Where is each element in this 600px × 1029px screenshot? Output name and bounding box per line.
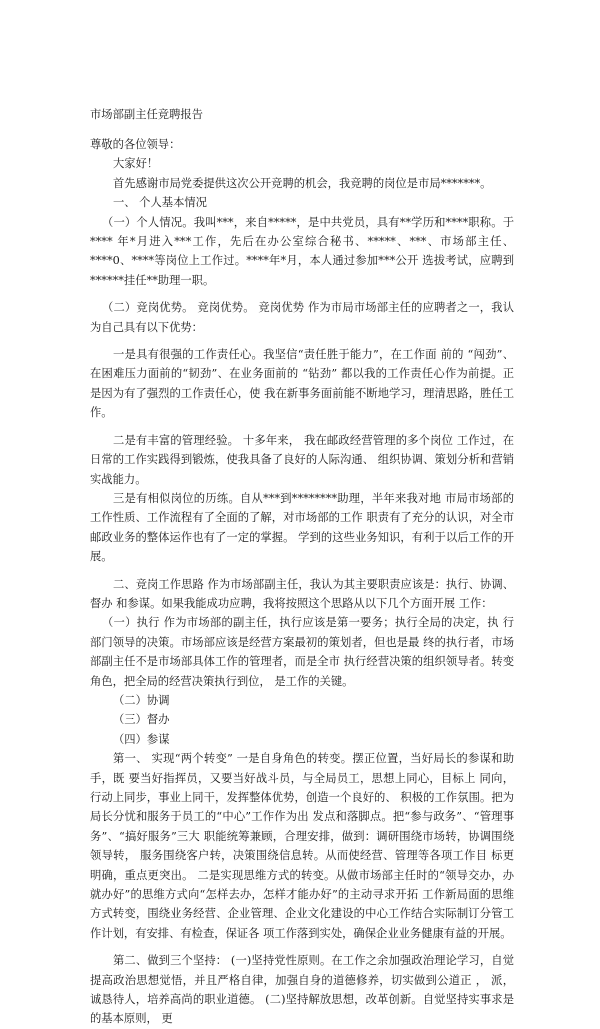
- document-body: [90, 135, 514, 1029]
- paragraph-similar-post: 三是有相似岗位的历练。自从***到********助理，半年来我对地 市局市场部的工作性质、工作流程有了全面的了解，对市场部的工作 职责有了充分的认识，对全市邮政业务的整体运作也有了一定的掌握。 学到的这些业务知识，有利于以后工作的开展。: [90, 491, 514, 564]
- paragraph-responsibility: 一是具有很强的工作责任心。我坚信“责任胜于能力”，在工作面 前的 “闯劲”、在困难压力面前的“韧劲”、在业务面前的 “钻劲” 都以我的工作责任心作为前提。正是因为有了强烈的工作责任心，使 我在新事务面前能不断地学习，理清思路，胜任工作。: [90, 348, 514, 420]
- greeting: 大家好！: [113, 157, 159, 171]
- document-title: 市场部副主任竞聘报告: [90, 108, 203, 121]
- section-heading-work-plan: 二、竞岗工作思路 作为市场部副主任，我认为其主要职责应该是：执行、协调、督办 和参谋。如果我能成功应聘，我将按照这个思路从以下几个方面开展 工作：: [90, 577, 514, 610]
- salutation: 尊敬的各位领导：: [90, 138, 181, 151]
- list-item-coordinate: （二）协调: [113, 693, 170, 707]
- paragraph-two-transformations: 第一、 实现“两个转变” 一是自身角色的转变。摆正位置，当好局长的参谋和助手，既 要当好指挥员，又要当好战斗员，与全局员工，思想上同心，目标上 同向，行动上同步，事业上同干，发挥整体优势，创造一个良好的、 积极的工作氛围。把为局长分忧和服务于员工的“中心”工作作为出 发点和落脚点。把“参与政务”、“管理事务”、“搞好服务”三大 职能统筹兼顾，合理安排，做到：调研围绕市场转，协调围绕领导转， 服务围绕客户转，决策围绕信息转。从而使经营、管理等各项工作目 标更明确，重点更突出。 二是实现思维方式的转变。从做市场部主任时的“领导交办，办 就办好”的思维方式向“怎样去办，怎样才能办好”的主动寻求开拓 工作新局面的思维方式转变，围绕业务经营、企业管理、企业文化建设的中心工作结合实际制订分管工作计划，有安排、有检查，保证各 项工作落到实处，确保企业业务健康有益的开展。: [90, 752, 514, 940]
- paragraph-execute: （一）执行 作为市场部的副主任，执行应该是第一要务；执行全局的决定，执 行部门领导的决策。市场部应该是经营方案最初的策划者，但也是最 终的执行者，市场部副主任不是市场部具体工作的管理者，而是全市 执行经营决策的组织领导者。转变角色，把全局的经营决策执行到位， 是工作的关键。: [90, 616, 514, 688]
- section-heading-basic-info: 一、 个人基本情况: [113, 196, 207, 210]
- paragraph-advantages: （二）竞岗优势。 竞岗优势。 竞岗优势 作为市局市场部主任的应聘者之一，我认为自己具有以下优势：: [90, 301, 514, 334]
- paragraph-experience: 二是有丰富的管理经验。 十多年来， 我在邮政经营管理的多个岗位 工作过，在日常的工作实践得到锻炼，使我具备了良好的人际沟通、 组织协调、策划分析和营销实战能力。: [90, 433, 514, 486]
- intro-paragraph: 首先感谢市局党委提供这次公开竞聘的机会，我竞聘的岗位是市局*******。: [113, 176, 492, 190]
- paragraph-three-persistences: 第二、做到三个坚持： (一)坚持党性原则。在工作之余加强政治理论学习，自觉提高政治思想觉悟，并且严格自律，加强自身的道德修养，切实做到公道正 ， 派，诚恳待人，培养高尚的职业道德。 (二)坚持解放思想，改革创新。自觉坚持实事求是的基本原则， 更: [90, 954, 514, 1026]
- paragraph-personal-info: （一）个人情况。我叫***，来自*****，是中共党员，具有**学历和****职称。于**** 年*月进入***工作，先后在办公室综合秘书、*****、***、市场部主任、****0、****等岗位上工作过。****年*月，本人通过参加***公开 选拔考试，应聘到******挂任**助理一职。: [90, 215, 514, 287]
- list-item-advise: （四）参谋: [113, 732, 170, 746]
- list-item-supervise: （三）督办: [113, 713, 170, 727]
